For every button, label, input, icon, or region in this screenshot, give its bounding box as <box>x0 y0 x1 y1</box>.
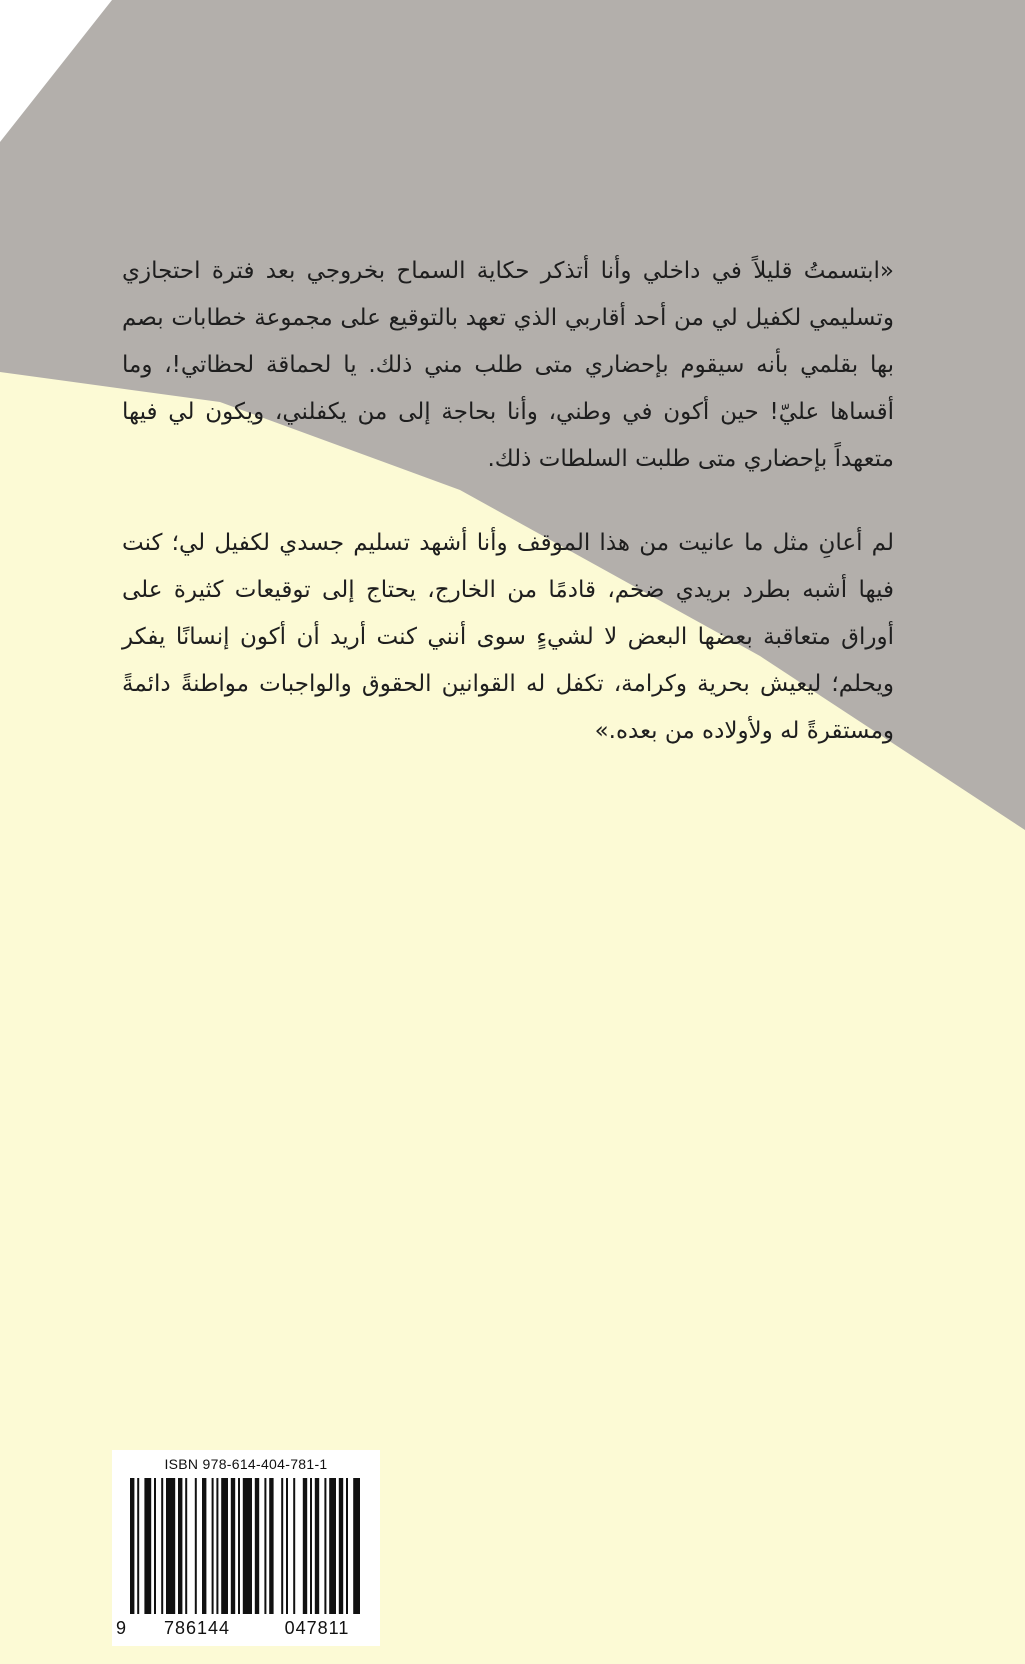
barcode-bar <box>310 1478 312 1614</box>
barcode-bar <box>238 1478 240 1614</box>
barcode-bar <box>339 1478 343 1614</box>
barcode-digit-first: 9 <box>116 1618 127 1638</box>
top-left-fold <box>0 0 112 142</box>
barcode-bar <box>130 1478 134 1614</box>
barcode-bar <box>324 1478 326 1614</box>
barcode-bar <box>195 1478 197 1614</box>
barcode-bar <box>346 1478 348 1614</box>
barcode-bar <box>286 1478 288 1614</box>
barcode-bar <box>315 1478 319 1614</box>
barcode-bar <box>154 1478 156 1614</box>
barcode-bar <box>281 1478 283 1614</box>
barcode-bar <box>144 1478 151 1614</box>
blurb-paragraph-2: لم أعانِ مثل ما عانيت من هذا الموقف وأنا أشهد تسليم جسدي لكفيل لي؛ كنت فيها أشبه بطرد بريدي ضخم، قادمًا من الخارج، يحتاج إلى توقيعات كثيرة على أوراق متعاقبة بعضها البعض لا لشيءٍ سوى أنني كنت أريد أن أكون إنسانًا يفكر ويحلم؛ ليعيش بحرية وكرامة، تكفل له القوانين الحقوق والواجبات مواطنةً دائمةً ومستقرةً له ولأولاده من بعده.» <box>122 530 894 744</box>
barcode-bar <box>231 1478 235 1614</box>
barcode-bar <box>202 1478 206 1614</box>
barcode-bar <box>303 1478 307 1614</box>
barcode <box>126 1478 366 1622</box>
isbn-barcode-box <box>112 1450 380 1646</box>
barcode-bar <box>161 1478 163 1614</box>
isbn-label: ISBN 978-614-404-781-1 <box>164 1456 328 1472</box>
barcode-bar <box>212 1478 214 1614</box>
barcode-bar <box>221 1478 228 1614</box>
barcode-bar <box>137 1478 139 1614</box>
barcode-bar <box>353 1478 360 1614</box>
barcode-digits-right: 047811 <box>284 1618 350 1638</box>
barcode-bar <box>264 1478 266 1614</box>
barcode-bar <box>185 1478 187 1614</box>
barcode-bar <box>243 1478 252 1614</box>
barcode-bar <box>269 1478 273 1614</box>
barcode-bar <box>166 1478 175 1614</box>
blurb-paragraph-1: «ابتسمتُ قليلاً في داخلي وأنا أتذكر حكاية السماح بخروجي بعد فترة احتجازي وتسليمي لكفيل لي من أحد أقاربي الذي تعهد بالتوقيع على مجموعة خطابات بصم بها بقلمي بأنه سيقوم بإحضاري متى طلب مني ذلك. يا لحماقة لحظاتي!، وما أقساها عليّ! حين أكون في وطني، وأنا بحاجة إلى من يكفلني، ويكون لي فيها متعهداً بإحضاري متى طلبت السلطات ذلك. <box>122 258 894 472</box>
barcode-bar <box>255 1478 259 1614</box>
barcode-bar <box>293 1478 295 1614</box>
barcode-bar <box>178 1478 182 1614</box>
barcode-bar <box>216 1478 218 1614</box>
barcode-digits-left: 786144 <box>163 1618 231 1638</box>
barcode-bar <box>329 1478 336 1614</box>
